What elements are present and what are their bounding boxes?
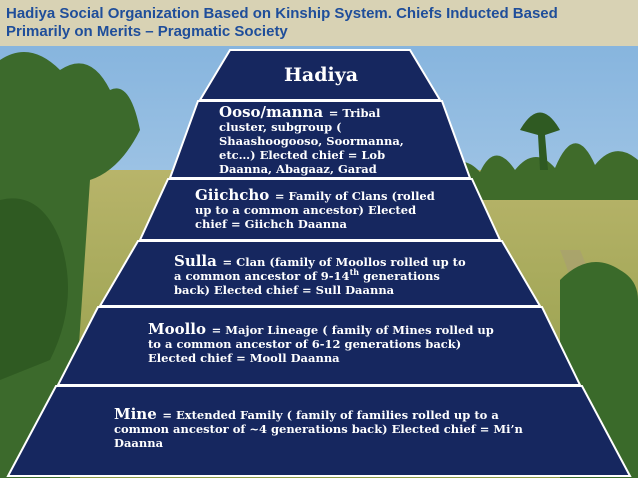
tier-giichcho-desc-3: chief = Giichch Daanna xyxy=(195,217,347,231)
tier-ooso-desc-1: = Tribal xyxy=(328,106,381,120)
tier-mine-name: Mine xyxy=(114,405,157,423)
tier-sulla-desc-2b: generations xyxy=(359,269,440,283)
slide-title xyxy=(6,5,632,41)
title-line-1: Hadiya Social Organization Based on Kinship System. Chiefs Inducted Based xyxy=(6,5,558,22)
tier-sulla-desc-2-sup: th xyxy=(349,267,360,278)
tier-giichcho-text xyxy=(195,188,435,231)
tier-moollo-desc-3: Elected chief = Mooll Daanna xyxy=(148,351,340,365)
tier-ooso-name: Ooso/manna xyxy=(219,103,324,121)
tier-ooso-desc-2: cluster, subgroup ( xyxy=(219,120,342,134)
tier-moollo-text xyxy=(148,322,494,365)
apex-label: Hadiya xyxy=(283,64,359,86)
tier-mine-desc-1: = Extended Family ( family of families rolled up to a xyxy=(162,408,499,422)
tier-sulla-name: Sulla xyxy=(174,252,217,270)
tier-sulla-desc-1: = Clan (family of Moollos rolled up to xyxy=(222,255,466,269)
tier-giichcho-name: Giichcho xyxy=(195,186,270,204)
tier-sulla-text xyxy=(174,254,466,297)
tier-moollo-desc-2: to a common ancestor of 6-12 generations back) xyxy=(148,337,462,351)
tier-mine-desc-2: common ancestor of ~4 generations back) Elected chief = Mi’n xyxy=(114,422,523,436)
tier-moollo-desc-1: = Major Lineage ( family of Mines rolled up xyxy=(211,323,494,337)
tier-ooso-desc-5: Daanna, Abagaaz, Garad xyxy=(219,162,377,176)
tier-giichcho-desc-1: = Family of Clans (rolled xyxy=(274,189,435,203)
title-line-2: Primarily on Merits – Pragmatic Society xyxy=(6,23,288,40)
tier-mine-desc-3: Daanna xyxy=(114,436,164,450)
tier-mine-text xyxy=(114,407,523,450)
tier-sulla-desc-2a: a common ancestor of 9-14 xyxy=(174,269,350,283)
tier-ooso-text xyxy=(219,105,404,176)
tier-moollo-name: Moollo xyxy=(148,320,207,338)
tier-ooso-desc-3: Shaashoogooso, Soormanna, xyxy=(219,134,404,148)
tier-giichcho-desc-2: up to a common ancestor) Elected xyxy=(195,203,417,217)
tier-sulla-desc-3: back) Elected chief = Sull Daanna xyxy=(174,283,395,297)
tier-ooso-desc-4: etc…) Elected chief = Lob xyxy=(219,148,386,162)
